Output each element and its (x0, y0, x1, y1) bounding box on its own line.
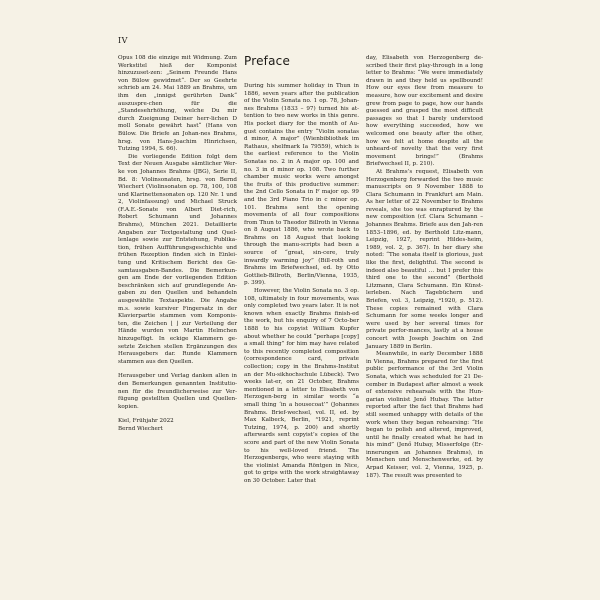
paragraph: Meanwhile, in early December 1888 in Vienna, Brahms prepared for the first public performance of the 3rd Violin Sonata, which was scheduled for 21 De-cember in Budapest after almost a week of extensive rehearsals with the Hun-garian violinist Jenő Hubay. The latter reported after the fact that Brahms had still seemed unhappy with details of the work when they began rehearsing: “He began to polish and altered, improved, until he finally created what he had in his mind” (Jenő Hubay, Misserfolge (Er-innerungen an Johannes Brahms), in Menschen und Menschenwerke, ed. by Arpad Keisser, vol. 2, Vienna, 1925, p. 187). The result was presented to (366, 351, 483, 479)
paragraph: Opus 108 die einzige mit Widmung. Zum Werkstitel hieß der Komponist hinzuzuset-zen: „Seinem Freunde Hans von Bülow gewidmet“. Der so Geehrte schrieb am 24. Mai 1889 an Brahms, um ihm den „innigst gerührten Dank“ auszuspre-chen für die „Standesehrhöhung, welche Du mir durch Zueignung Deiner herr-lichen D moll Sonate gewährt hast“ (Hans von Bülow. Die Briefe an Johan-nes Brahms, hrsg. von Hans-Joachim Hinrichsen, Tutzing 1994, S. 66). (118, 55, 237, 153)
english-text-column-1 (244, 83, 359, 485)
paragraph: Die vorliegende Edition folgt dem Text der Neuen Ausgabe sämtlicher Wer-ke von Johannes Brahms (JBG), Serie II, Bd. 8: Violinsonaten, hrsg. von Bernd Wiechert (Violinsonaten op. 78, 100, 108 und Klarinettensonaten op. 120 Nr. 1 und 2, Violinfassung) und Michael Struck (F.A.E.-Sonate von Albert Diet-rich, Robert Schumann und Johannes Brahms), München 2021. Detaillierte Angaben zur Textgestaltung und Quel-lenlage sowie zur Entstehung, Publika-tion, frühen Aufführungsgeschichte und frühen Rezeption finden sich in Einlei-tung und Kritischem Bericht des Ge-samtausgaben-Bandes. Die Bemerkun-gen am Ende der vorliegenden Edition beschränken sich auf grundlegende An-gaben zu den Quellen und behandeln ausgewählte Textaspekte. Die Angabe m.s. sowie kursiver Fingersatz in der Klavierpartie stammen vom Komponis-ten, die Zeichen ⌊ ⌋ zur Verteilung der Hände wurden von Martin Helmchen hinzugefügt. In eckige Klammern ge-setzte Zeichen stellen Ergänzungen des Herausgebers dar. Runde Klammern stammen aus den Quellen. (118, 153, 237, 365)
paragraph: During his summer holiday in Thun in 1886, seven years after the publication of the Violin Sonata no. 1 op. 78, Johan-nes Brahms (1833 – 97) turned his at-tention to two new works in this genre. His pocket diary for the month of Au-gust contains the entry “Violin sonatas d minor, A major” (Wienbibliothek im Rathaus, shelfmark Ia 79559), which is the earliest reference to the Violin Sonatas no. 2 in A major op. 100 and no. 3 in d minor op. 108. Two further chamber music works were amongst the fruits of this productive summer: the 2nd Cello Sonata in F major op. 99 and the 3rd Piano Trio in c minor op. 101. Brahms sent the opening movements of all four compositions from Thun to Theodor Billroth in Vienna on 8 August 1886, who wrote back to Brahms on 18 August that looking through the manu-scripts had been a source of “great, sin-cere, truly inwardly warming joy” (Bill-roth und Brahms im Briefwechsel, ed. by Otto Gottlieb-Billroth, Berlin/Vienna, 1935, p. 399). (244, 83, 359, 287)
paragraph: However, the Violin Sonata no. 3 op. 108, ultimately in four movements, was only completed two years later. It is not known when exactly Brahms finish-ed the work, but his enquiry of 7 Octo-ber 1888 to his copyist William Kupfer about whether he could “perhaps [copy] a small thing” for him may have related to this recently completed composition (correspondence card, private collection; copy in the Brahms-Institut an der Mu-sikhochschule Lübeck). Two weeks lat-er, on 21 October, Brahms mentioned in a letter to Elisabeth von Herzogen-berg in similar words “a small thing ‘in a housecoat’” (Johannes Brahms. Brief-wechsel, vol. II, ed. by Max Kalbeck, Berlin, ³1921, reprint Tutzing, 1974, p. 200) and shortly afterwards sent copyist’s copies of the score and part of the new Violin Sonata to his well-loved friend. The Herzogenbergs, who were staying with the violinist Amanda Röntgen in Nice, got to grips with the work straightaway on 30 October. Later that (244, 288, 359, 484)
english-text-column-2 (366, 55, 483, 480)
paragraph: Herausgeber und Verlag danken allen in den Bemerkungen genannten Institutio-nen für die freundlicherweise zur Ver-fügung gestellten Quellen und Quellen-kopien. (118, 373, 237, 410)
german-text-column (118, 55, 237, 434)
author-signature: Bernd Wiechert (118, 425, 163, 432)
place-date: Kiel, Frühjahr 2022 (118, 418, 174, 425)
page-number: IV (118, 36, 128, 45)
paragraph: At Brahms’s request, Elisabeth von Herzogenberg forwarded the two music manuscripts on 9 November 1888 to Clara Schumann in Frankfurt am Main. As her letter of 22 November to Brahms reveals, she too was enraptured by the new composition (cf. Clara Schumann – Johannes Brahms. Briefe aus den Jah-ren 1853–1896, ed. by Berthold Litz-mann, Leipzig, 1927, reprint Hildes-heim, 1989, vol. 2, p. 367). In her diary she noted: “The sonata itself is glorious, just like the first, delightful. The second is indeed also beautiful … but I prefer this third one to the second” (Berthold Litzmann, Clara Schumann. Ein Künst-lerleben. Nach Tagebüchern und Briefen, vol. 3, Leipzig, ⁴1920, p. 512). These copies remained with Clara Schumann for some weeks longer and were used by her several times for private perfor-mances, lastly at a house concert with Joseph Joachim on 2nd January 1889 in Berlin. (366, 168, 483, 350)
paragraph: day, Elisabeth von Herzogenberg de-scribed their first play-through in a long letter to Brahms: “We were immediately drawn in and they held us spellbound! How our eyes flew from measure to measure, how our excitement and desire grew from page to page, how our hands guessed and grasped the most difficult passages so that I barely understood how everything succeeded, how we welcomed one beauty after the other, how we felt at home despite all the unheard-of novelty that the very first movement brings!” (Brahms Briefwechsel II, p. 210). (366, 55, 483, 168)
preface-heading: Preface (244, 54, 291, 68)
